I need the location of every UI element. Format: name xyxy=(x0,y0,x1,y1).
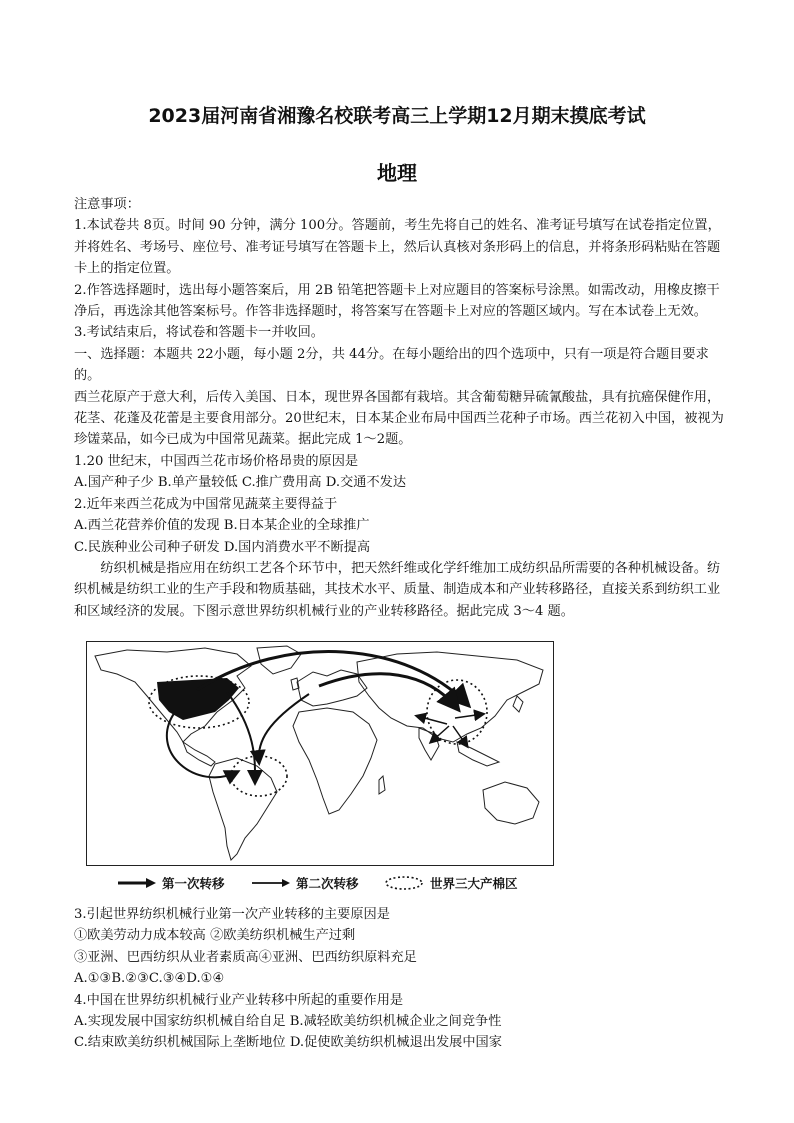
exam-title: 2023届河南省湘豫名校联考高三上学期12月期末摸底考试 xyxy=(148,105,646,127)
passage-broccoli: 西兰花原产于意大利，后传入美国、日本，现世界各国都有栽培。其含葡萄糖异硫氰酸盐，具有抗癌保健作用，花茎、花蓬及花蕾是主要食用部分。20世纪末，日本某企业布局中国西兰花种子市场。西兰花初入中国，被视为珍馐菜品，如今已成为中国常见蔬菜。据此完成 1～2题。 xyxy=(74,389,724,448)
question-1-stem: 1.20 世纪末，中国西兰花市场价格昂贵的原因是 xyxy=(74,453,359,469)
japan-outline xyxy=(513,696,523,712)
question-2-options-c: C.民族种业公司种子研发 D.国内消费水平不断提高 xyxy=(74,539,371,555)
central-america-outline xyxy=(183,742,215,766)
arrow-second-europe-to-brazil xyxy=(259,694,309,762)
question-3-line-1: ①欧美劳动力成本较高 ②欧美纺织机械生产过剩 xyxy=(74,928,356,944)
map-legend xyxy=(118,874,558,892)
usa-filled-region xyxy=(157,678,239,720)
uk-outline xyxy=(291,678,299,690)
asia-outline xyxy=(357,652,543,742)
world-map-figure xyxy=(86,641,554,866)
legend-second-transfer xyxy=(252,874,359,892)
notice-item-2: 2.作答选择题时，选出每小题答案后，用 2B 铅笔把答题卡上对应题目的答案标号涂黑。如需改动，用橡皮擦干净后，再选涂其他答案标号。作答非选择题时，将答案写在答题卡上对应的答题区域内。写在本试卷上无效。 xyxy=(74,282,720,320)
legend-first-label: 第一次转移 xyxy=(162,876,225,891)
africa-outline xyxy=(293,708,377,814)
exam-body-bottom xyxy=(74,904,724,1054)
continent-outlines xyxy=(95,646,543,860)
question-2-stem: 2.近年来西兰花成为中国常见蔬菜主要得益于 xyxy=(74,496,338,512)
australia-outline xyxy=(483,782,539,824)
legend-cotton-region xyxy=(384,874,518,892)
madagascar-outline xyxy=(379,776,385,794)
legend-thick-arrow-icon xyxy=(118,878,156,888)
legend-dotted-ellipse-icon xyxy=(384,875,424,891)
arrow-second-usa-to-brazil xyxy=(167,712,237,777)
southeast-asia-outline xyxy=(457,742,499,766)
legend-cotton-label: 世界三大产棉区 xyxy=(430,876,518,891)
legend-thin-arrow-icon xyxy=(252,878,290,888)
legend-second-label: 第二次转移 xyxy=(296,876,359,891)
notice-heading: 注意事项： xyxy=(74,197,140,212)
notice-item-3: 3.考试结束后，将试卷和答题卡一并收回。 xyxy=(74,325,324,341)
passage-textile: 纺织机械是指应用在纺织工艺各个环节中，把天然纤维或化学纤维加工成纺织品所需要的各种机械设备。纺织机械是纺织工业的生产手段和物质基础，其技术水平、质量、制造成本和产业转移路径，直接关系到纺织工业和区域经济的发展。下图示意世界纺织机械行业的产业转移路径。据此完成 3～4 题。 xyxy=(74,560,721,619)
subject-title: 地理 xyxy=(377,161,417,185)
question-4-stem: 4.中国在世界纺织机械行业产业转移中所起的重要作用是 xyxy=(74,992,404,1008)
question-4-options-c: C.结束欧美纺织机械国际上垄断地位 D.促使欧美纺织机械退出发展中国家 xyxy=(74,1035,502,1051)
question-2-options-a: A.西兰花营养价值的发现 B.日本某企业的全球推广 xyxy=(74,518,370,534)
exam-body-top xyxy=(74,194,724,622)
world-map-svg xyxy=(87,642,553,865)
question-3-line-2: ③亚洲、巴西纺织从业者素质高④亚洲、巴西纺织原料充足 xyxy=(74,949,417,965)
arrow-second-asia-west xyxy=(417,716,447,724)
arrow-second-north-america xyxy=(227,692,255,782)
question-3-options: A.①③B.②③C.③④D.①④ xyxy=(74,971,225,987)
question-4-options-a: A.实现发展中国家纺织机械自给自足 B.减轻欧美纺织机械企业之间竞争性 xyxy=(74,1014,502,1030)
south-america-outline xyxy=(209,758,277,860)
legend-first-transfer xyxy=(118,874,225,892)
question-1-options: A.国产种子少 B.单产量较低 C.推广费用高 D.交通不发达 xyxy=(74,475,407,491)
question-3-stem: 3.引起世界纺织机械行业第一次产业转移的主要原因是 xyxy=(74,907,390,922)
arrow-second-asia-east xyxy=(455,714,483,718)
notice-item-1: 1.本试卷共 8页。时间 90 分钟，满分 100分。答题前，考生先将自己的姓名、准考证号填写在试卷指定位置，并将姓名、考场号、座位号、准考证号填写在答题卡上，然后认真核对条形码上的信息，并将条形码粘贴在答题卡上的指定位置。 xyxy=(74,218,721,277)
section-intro: 一、选择题：本题共 22小题，每小题 2分，共 44分。在每小题给出的四个选项中，只有一项是符合题目要求的。 xyxy=(74,346,709,384)
